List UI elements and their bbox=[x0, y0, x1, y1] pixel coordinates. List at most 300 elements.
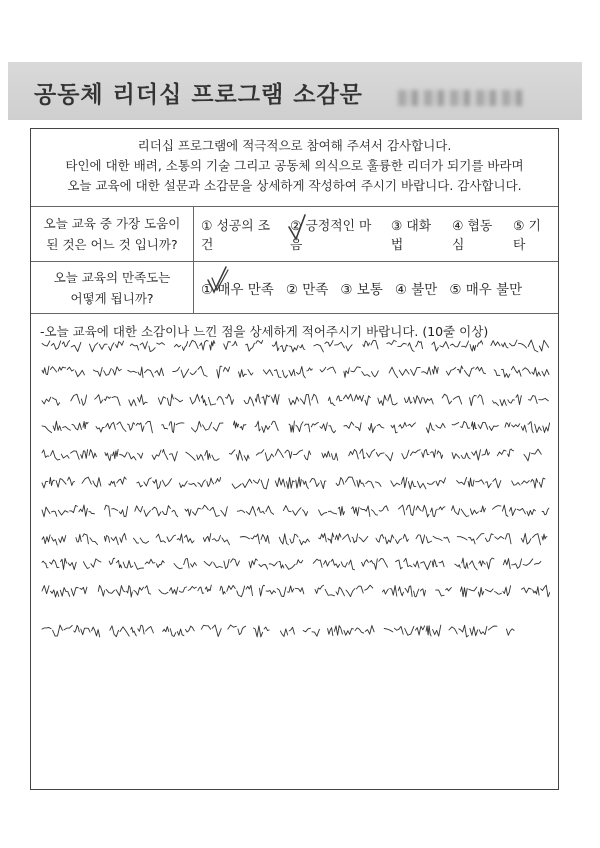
handwriting-stroke bbox=[476, 480, 485, 484]
handwriting-stroke bbox=[532, 368, 541, 377]
handwriting-stroke bbox=[310, 478, 319, 486]
handwritten-line bbox=[38, 468, 550, 498]
handwriting-stroke bbox=[179, 587, 186, 592]
handwriting-stroke bbox=[416, 341, 423, 349]
handwriting-stroke bbox=[335, 342, 345, 348]
handwriting-stroke bbox=[253, 626, 262, 637]
handwriting-stroke bbox=[387, 340, 397, 344]
handwriting-stroke bbox=[283, 370, 288, 378]
handwriting-stroke bbox=[62, 341, 69, 347]
handwriting-stroke bbox=[51, 341, 60, 350]
handwriting-stroke bbox=[106, 422, 116, 429]
handwriting-stroke bbox=[361, 506, 370, 517]
handwriting-stroke bbox=[533, 534, 541, 545]
handwriting-stroke bbox=[386, 453, 393, 461]
handwriting-stroke bbox=[375, 482, 381, 487]
handwriting-stroke bbox=[109, 343, 114, 351]
handwriting-stroke bbox=[368, 423, 375, 432]
handwriting-stroke bbox=[414, 396, 423, 404]
handwriting-stroke bbox=[201, 395, 207, 405]
handwriting-stroke bbox=[402, 450, 409, 459]
handwriting-stroke bbox=[346, 345, 352, 351]
handwriting-stroke bbox=[264, 627, 269, 631]
handwriting-stroke bbox=[193, 508, 202, 515]
handwriting-stroke bbox=[524, 452, 530, 461]
handwriting-stroke bbox=[485, 589, 493, 592]
handwriting-stroke bbox=[319, 533, 327, 541]
handwriting-stroke bbox=[42, 507, 50, 517]
handwriting-stroke bbox=[344, 394, 353, 401]
handwriting-stroke bbox=[510, 340, 518, 346]
handwriting-stroke bbox=[152, 450, 161, 459]
handwriting-stroke bbox=[337, 396, 343, 401]
handwriting-stroke bbox=[176, 423, 184, 425]
handwriting-stroke bbox=[401, 477, 407, 487]
handwriting-stroke bbox=[246, 506, 256, 516]
handwriting-stroke bbox=[362, 372, 370, 377]
handwriting-stroke bbox=[162, 425, 168, 429]
handwriting-stroke bbox=[311, 422, 318, 427]
handwriting-stroke bbox=[539, 340, 548, 351]
handwriting-stroke bbox=[145, 370, 154, 377]
handwriting-stroke bbox=[505, 423, 510, 428]
handwriting-stroke bbox=[519, 343, 527, 348]
handwriting-stroke bbox=[389, 367, 398, 378]
handwriting-stroke bbox=[354, 395, 363, 401]
handwriting-stroke bbox=[198, 480, 206, 487]
handwriting-stroke bbox=[201, 625, 210, 629]
question-row-most-helpful bbox=[31, 207, 558, 262]
option-very-satisfied[interactable]: ① 매우 만족 bbox=[201, 281, 274, 298]
handwriting-stroke bbox=[76, 535, 81, 542]
handwriting-stroke bbox=[331, 559, 340, 567]
option-dissatisfied[interactable]: ④ 불만 bbox=[394, 281, 438, 298]
handwriting-stroke bbox=[140, 342, 147, 349]
handwriting-stroke bbox=[212, 625, 221, 637]
handwriting-stroke bbox=[378, 395, 386, 405]
handwriting-stroke bbox=[511, 366, 521, 376]
handwriting-stroke bbox=[379, 559, 388, 568]
handwriting-stroke bbox=[253, 479, 259, 483]
handwriting-stroke bbox=[436, 423, 445, 428]
handwriting-stroke bbox=[261, 479, 269, 489]
handwriting-stroke bbox=[371, 340, 378, 349]
handwriting-stroke bbox=[349, 450, 359, 460]
handwriting-stroke bbox=[432, 366, 438, 374]
handwriting-stroke bbox=[238, 626, 246, 635]
handwriting-stroke bbox=[478, 395, 484, 405]
handwriting-stroke bbox=[416, 535, 425, 544]
handwriting-stroke bbox=[156, 534, 165, 542]
handwriting-stroke bbox=[379, 506, 388, 512]
handwriting-stroke bbox=[539, 398, 549, 401]
handwriting-stroke bbox=[42, 535, 50, 544]
handwriting-stroke bbox=[398, 343, 407, 346]
handwriting-stroke bbox=[158, 397, 166, 405]
handwriting-stroke bbox=[222, 538, 230, 545]
handwriting-stroke bbox=[134, 562, 143, 569]
handwriting-stroke bbox=[421, 561, 431, 570]
handwriting-stroke bbox=[461, 509, 469, 516]
handwriting-stroke bbox=[172, 510, 178, 516]
handwriting-stroke bbox=[543, 423, 550, 433]
handwriting-stroke bbox=[50, 367, 56, 372]
handwriting-stroke bbox=[50, 560, 59, 568]
handwriting-stroke bbox=[53, 421, 61, 430]
handwriting-stroke bbox=[303, 481, 309, 489]
handwriting-stroke bbox=[391, 481, 400, 487]
handwriting-stroke bbox=[42, 481, 48, 488]
handwriting-stroke bbox=[279, 534, 288, 545]
handwriting-stroke bbox=[269, 562, 277, 566]
handwriting-stroke bbox=[359, 536, 368, 541]
handwriting-stroke bbox=[203, 505, 209, 510]
handwriting-stroke bbox=[497, 450, 506, 456]
option-other[interactable]: ⑤ 기타 bbox=[512, 219, 541, 253]
handwriting-stroke bbox=[399, 422, 407, 428]
handwriting-stroke bbox=[493, 401, 499, 406]
handwriting-stroke bbox=[190, 371, 196, 375]
handwriting-stroke bbox=[344, 629, 354, 636]
handwriting-stroke bbox=[239, 370, 247, 378]
handwriting-stroke bbox=[314, 344, 324, 352]
handwriting-stroke bbox=[251, 534, 260, 544]
handwriting-stroke bbox=[370, 559, 377, 570]
handwriting-stroke bbox=[377, 424, 384, 428]
handwriting-stroke bbox=[505, 534, 511, 544]
handwriting-stroke bbox=[344, 368, 349, 378]
handwriting-stroke bbox=[149, 346, 155, 352]
handwriting-stroke bbox=[328, 511, 336, 514]
handwriting-stroke bbox=[422, 449, 429, 457]
handwriting-stroke bbox=[146, 421, 153, 432]
answer-options bbox=[201, 262, 552, 313]
handwriting-stroke bbox=[212, 455, 219, 460]
handwriting-stroke bbox=[313, 559, 322, 567]
handwriting-stroke bbox=[493, 479, 501, 489]
handwriting-stroke bbox=[213, 423, 223, 431]
handwriting-stroke bbox=[81, 450, 88, 459]
handwriting-stroke bbox=[144, 510, 151, 516]
handwriting-stroke bbox=[155, 368, 164, 376]
handwriting-stroke bbox=[90, 538, 98, 545]
handwriting-stroke bbox=[74, 625, 80, 632]
handwriting-stroke bbox=[129, 400, 136, 406]
handwriting-stroke bbox=[468, 478, 474, 487]
handwriting-stroke bbox=[437, 451, 443, 459]
handwriting-stroke bbox=[414, 561, 420, 568]
handwriting-stroke bbox=[528, 422, 533, 433]
handwriting-stroke bbox=[109, 558, 115, 564]
handwriting-stroke bbox=[512, 424, 520, 427]
handwriting-stroke bbox=[249, 559, 257, 568]
handwriting-stroke bbox=[542, 370, 549, 377]
handwriting-stroke bbox=[236, 450, 242, 460]
handwriting-stroke bbox=[265, 453, 274, 461]
handwriting-stroke bbox=[477, 534, 484, 540]
option-positive-mind[interactable]: ② 긍정적인 마음 bbox=[289, 219, 372, 253]
handwriting-stroke bbox=[274, 370, 281, 378]
handwriting-stroke bbox=[275, 449, 283, 458]
option-satisfied[interactable]: ② 만족 bbox=[285, 281, 329, 298]
handwriting-stroke bbox=[191, 421, 201, 432]
handwriting-stroke bbox=[287, 478, 295, 489]
handwriting-stroke bbox=[300, 394, 310, 405]
handwriting-stroke bbox=[414, 589, 419, 597]
handwriting-stroke bbox=[320, 367, 326, 372]
handwriting-stroke bbox=[470, 561, 478, 570]
handwriting-stroke bbox=[517, 508, 525, 513]
handwriting-stroke bbox=[531, 479, 538, 488]
handwriting-stroke bbox=[180, 481, 188, 488]
handwriting-stroke bbox=[303, 628, 310, 632]
handwriting-stroke bbox=[338, 506, 344, 515]
handwriting-stroke bbox=[210, 507, 220, 516]
question-text: 된 것은 어느 것 입니까? bbox=[46, 237, 178, 252]
handwriting-stroke bbox=[355, 423, 361, 431]
handwriting-stroke bbox=[521, 533, 531, 544]
handwriting-stroke bbox=[53, 625, 63, 636]
handwriting-stroke bbox=[512, 559, 522, 569]
handwriting-stroke bbox=[297, 560, 303, 565]
handwriting-stroke bbox=[452, 423, 459, 425]
answer-options bbox=[201, 207, 552, 261]
handwriting-stroke bbox=[470, 627, 478, 636]
handwriting-stroke bbox=[204, 561, 212, 566]
handwriting-stroke bbox=[203, 533, 211, 541]
handwriting-stroke bbox=[300, 539, 310, 545]
handwriting-stroke bbox=[452, 453, 460, 459]
handwriting-stroke bbox=[185, 626, 194, 632]
handwriting-stroke bbox=[289, 421, 294, 432]
handwriting-stroke bbox=[449, 627, 457, 634]
handwriting-stroke bbox=[197, 455, 204, 461]
handwriting-stroke bbox=[231, 559, 240, 566]
handwriting-stroke bbox=[120, 452, 128, 457]
handwriting-stroke bbox=[355, 628, 364, 633]
handwriting-stroke bbox=[502, 343, 509, 348]
handwriting-stroke bbox=[42, 366, 49, 374]
handwriting-stroke bbox=[42, 628, 51, 630]
handwriting-stroke bbox=[365, 585, 373, 590]
handwriting-stroke bbox=[512, 481, 520, 485]
handwriting-stroke bbox=[93, 478, 101, 487]
handwriting-stroke bbox=[406, 505, 414, 515]
handwriting-stroke bbox=[42, 426, 52, 433]
handwriting-stroke bbox=[367, 449, 375, 457]
handwriting-stroke bbox=[205, 585, 211, 592]
handwriting-stroke bbox=[446, 368, 456, 376]
handwriting-stroke bbox=[534, 561, 541, 564]
handwriting-stroke bbox=[237, 586, 245, 597]
handwriting-stroke bbox=[61, 558, 67, 569]
handwriting-stroke bbox=[59, 536, 66, 543]
handwriting-stroke bbox=[228, 625, 237, 629]
handwriting-stroke bbox=[82, 477, 91, 484]
handwriting-stroke bbox=[328, 533, 334, 543]
handwriting-stroke bbox=[446, 588, 452, 591]
option-cooperation[interactable]: ④ 협동심 bbox=[451, 219, 493, 253]
handwriting-stroke bbox=[83, 534, 89, 544]
handwriting-stroke bbox=[535, 424, 542, 432]
handwriting-stroke bbox=[163, 449, 168, 459]
handwriting-stroke bbox=[440, 342, 449, 349]
handwriting-stroke bbox=[528, 396, 537, 404]
handwriting-stroke bbox=[75, 370, 84, 376]
handwriting-stroke bbox=[116, 341, 124, 348]
handwriting-stroke bbox=[501, 369, 510, 377]
handwriting-stroke bbox=[145, 586, 151, 595]
handwriting-stroke bbox=[352, 507, 360, 516]
handwriting-stroke bbox=[64, 625, 72, 630]
handwriting-stroke bbox=[223, 367, 229, 372]
handwriting-stroke bbox=[105, 505, 111, 516]
handwriting-stroke bbox=[426, 537, 431, 543]
handwriting-stroke bbox=[174, 344, 180, 347]
handwriting-stroke bbox=[244, 397, 254, 406]
option-very-dissatisfied[interactable]: ⑤ 매우 불만 bbox=[449, 281, 523, 298]
handwriting-stroke bbox=[140, 538, 149, 543]
option-success-conditions[interactable]: ① 성공의 조건 bbox=[201, 219, 271, 253]
handwritten-line bbox=[38, 616, 550, 646]
handwriting-stroke bbox=[256, 340, 263, 343]
question-label bbox=[31, 207, 194, 261]
handwriting-stroke bbox=[491, 341, 500, 346]
handwriting-stroke bbox=[71, 451, 80, 459]
handwriting-stroke bbox=[415, 626, 424, 635]
handwriting-stroke bbox=[110, 626, 119, 637]
handwriting-stroke bbox=[255, 394, 260, 403]
option-neutral[interactable]: ③ 보통 bbox=[340, 281, 383, 298]
option-conversation[interactable]: ③ 대화법 bbox=[390, 219, 432, 253]
handwriting-stroke bbox=[462, 341, 469, 347]
handwriting-stroke bbox=[42, 341, 50, 346]
handwriting-stroke bbox=[181, 369, 189, 378]
handwriting-stroke bbox=[488, 626, 497, 630]
handwriting-stroke bbox=[81, 628, 90, 635]
handwriting-stroke bbox=[170, 629, 176, 637]
handwriting-stroke bbox=[542, 508, 549, 515]
handwriting-stroke bbox=[506, 629, 514, 636]
handwriting-stroke bbox=[346, 589, 355, 597]
handwriting-stroke bbox=[329, 426, 336, 433]
handwriting-stroke bbox=[472, 450, 481, 460]
handwriting-stroke bbox=[72, 423, 82, 430]
handwriting-stroke bbox=[120, 627, 129, 636]
handwriting-stroke bbox=[188, 586, 196, 590]
handwriting-stroke bbox=[217, 366, 222, 378]
handwriting-stroke bbox=[376, 534, 384, 542]
handwriting-stroke bbox=[162, 479, 171, 487]
handwriting-stroke bbox=[345, 477, 355, 486]
handwriting-stroke bbox=[360, 449, 365, 459]
handwriting-stroke bbox=[279, 561, 284, 568]
handwriting-stroke bbox=[508, 449, 514, 457]
handwriting-stroke bbox=[116, 586, 125, 596]
handwriting-stroke bbox=[376, 453, 384, 457]
handwriting-stroke bbox=[138, 395, 148, 405]
handwriting-stroke bbox=[244, 455, 249, 461]
handwriting-stroke bbox=[256, 450, 264, 455]
handwriting-stroke bbox=[208, 397, 215, 405]
handwriting-stroke bbox=[522, 588, 532, 593]
handwriting-stroke bbox=[106, 589, 114, 593]
handwriting-stroke bbox=[426, 423, 434, 433]
handwriting-stroke bbox=[385, 535, 394, 544]
handwriting-stroke bbox=[305, 424, 310, 432]
handwriting-stroke bbox=[312, 394, 318, 403]
handwriting-stroke bbox=[98, 585, 104, 596]
handwriting-stroke bbox=[453, 396, 462, 404]
handwriting-stroke bbox=[177, 534, 183, 543]
handwriting-stroke bbox=[485, 534, 493, 542]
handwriting-stroke bbox=[281, 345, 289, 352]
handwriting-stroke bbox=[68, 562, 76, 569]
question-label bbox=[31, 262, 194, 313]
handwriting-stroke bbox=[452, 506, 460, 515]
handwriting-stroke bbox=[328, 397, 335, 405]
handwriting-stroke bbox=[51, 450, 60, 460]
handwriting-stroke bbox=[128, 423, 135, 431]
handwriting-stroke bbox=[325, 340, 333, 346]
handwriting-stroke bbox=[186, 452, 196, 460]
handwriting-stroke bbox=[116, 560, 121, 568]
intro-section bbox=[31, 130, 558, 207]
handwriting-stroke bbox=[356, 586, 363, 593]
handwriting-stroke bbox=[479, 626, 487, 634]
handwriting-stroke bbox=[112, 509, 118, 511]
handwriting-stroke bbox=[93, 367, 102, 376]
handwriting-stroke bbox=[303, 510, 308, 516]
handwriting-stroke bbox=[527, 509, 536, 515]
handwriting-stroke bbox=[156, 561, 164, 568]
handwriting-stroke bbox=[357, 480, 364, 487]
handwriting-stroke bbox=[266, 591, 276, 595]
handwritten-line bbox=[38, 576, 550, 606]
handwriting-stroke bbox=[220, 586, 225, 594]
handwriting-stroke bbox=[363, 341, 370, 347]
handwriting-stroke bbox=[91, 559, 101, 567]
handwriting-stroke bbox=[99, 344, 107, 349]
handwriting-stroke bbox=[205, 450, 211, 459]
handwriting-stroke bbox=[227, 585, 236, 591]
handwriting-stroke bbox=[260, 585, 265, 596]
handwriting-stroke bbox=[324, 561, 330, 567]
handwriting-stroke bbox=[405, 586, 412, 597]
handwriting-stroke bbox=[79, 505, 88, 516]
question-text: 오늘 교육 중 가장 도움이 bbox=[43, 216, 181, 231]
handwriting-stroke bbox=[455, 564, 461, 568]
handwriting-stroke bbox=[170, 587, 178, 594]
handwriting-stroke bbox=[112, 397, 120, 406]
handwriting-stroke bbox=[300, 345, 305, 350]
handwritten-line bbox=[38, 549, 550, 579]
handwriting-stroke bbox=[533, 587, 539, 596]
handwriting-stroke bbox=[404, 558, 412, 567]
handwriting-stroke bbox=[51, 590, 59, 597]
page-title: 공동체 리더십 프로그램 소감문 bbox=[34, 82, 363, 108]
handwriting-stroke bbox=[420, 589, 425, 596]
handwriting-stroke bbox=[290, 534, 298, 543]
handwriting-stroke bbox=[152, 507, 161, 516]
handwriting-stroke bbox=[167, 535, 176, 542]
intro-line: 타인에 대한 배려, 소통의 기술 그리고 공동체 의식으로 훌륭한 리더가 되기를 바라며 bbox=[65, 158, 524, 173]
handwriting-stroke bbox=[532, 449, 542, 454]
handwriting-stroke bbox=[433, 625, 441, 636]
handwriting-stroke bbox=[341, 562, 347, 567]
handwriting-stroke bbox=[371, 510, 377, 515]
handwriting-stroke bbox=[263, 370, 273, 376]
